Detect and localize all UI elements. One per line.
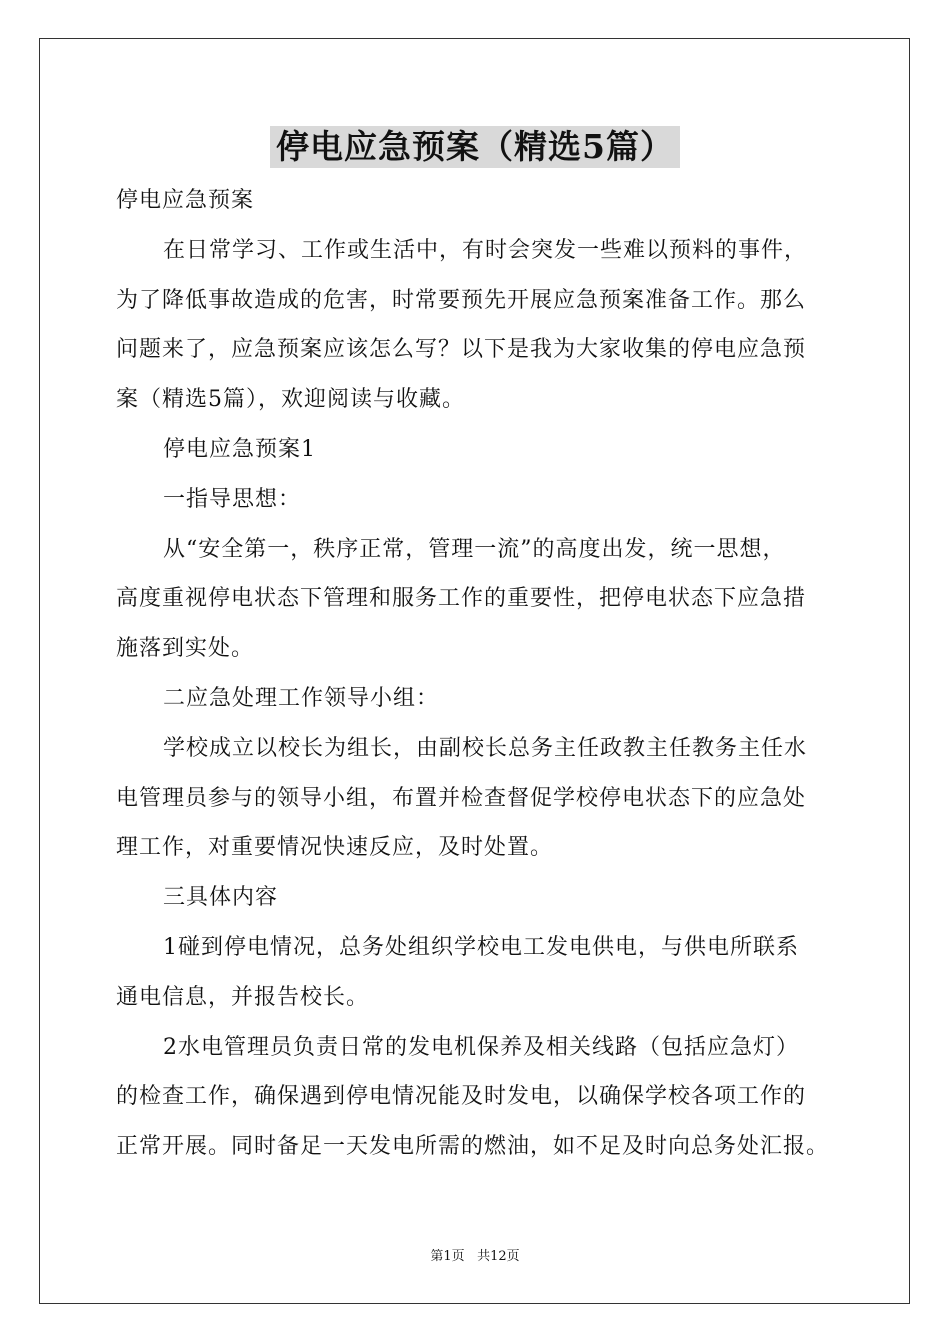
text-line: 案（精选5篇），欢迎阅读与收藏。 bbox=[116, 387, 465, 413]
text-line: 的检查工作，确保遇到停电情况能及时发电，以确保学校各项工作的 bbox=[116, 1084, 807, 1110]
page-footer bbox=[0, 1248, 950, 1266]
document-title: 停电应急预案（精选5篇） bbox=[270, 126, 680, 168]
text-line: 通电信息，并报告校长。 bbox=[116, 984, 370, 1010]
text-line: 1碰到停电情况，总务处组织学校电工发电供电，与供电所联系 bbox=[163, 934, 799, 960]
text-line: 停电应急预案1 bbox=[163, 436, 316, 462]
page-number: 第1页 bbox=[430, 1249, 465, 1264]
text-line: 施落到实处。 bbox=[116, 636, 255, 662]
text-line: 理工作，对重要情况快速反应，及时处置。 bbox=[116, 835, 554, 861]
page-total: 共12页 bbox=[477, 1249, 520, 1264]
text-line: 二应急处理工作领导小组： bbox=[163, 685, 440, 711]
text-line: 学校成立以校长为组长，由副校长总务主任政教主任教务主任水 bbox=[163, 735, 808, 761]
text-line: 从“安全第一，秩序正常，管理一流”的高度出发，统一思想， bbox=[163, 536, 786, 562]
document-body bbox=[116, 176, 836, 1172]
text-line: 三具体内容 bbox=[163, 885, 279, 911]
text-line: 在日常学习、工作或生活中，有时会突发一些难以预料的事件， bbox=[163, 237, 808, 263]
text-line: 停电应急预案 bbox=[116, 188, 255, 213]
text-line: 正常开展。同时备足一天发电所需的燃油，如不足及时向总务处汇报。 bbox=[116, 1134, 830, 1160]
text-line: 2水电管理员负责日常的发电机保养及相关线路（包括应急灯） bbox=[163, 1034, 799, 1060]
text-line: 高度重视停电状态下管理和服务工作的重要性，把停电状态下应急措 bbox=[116, 586, 807, 612]
text-line: 为了降低事故造成的危害，时常要预先开展应急预案准备工作。那么 bbox=[116, 287, 807, 313]
text-line: 一指导思想： bbox=[163, 486, 302, 512]
text-line: 问题来了，应急预案应该怎么写？以下是我为大家收集的停电应急预 bbox=[116, 337, 807, 363]
text-line: 电管理员参与的领导小组，布置并检查督促学校停电状态下的应急处 bbox=[116, 785, 807, 811]
title-container bbox=[0, 126, 950, 168]
